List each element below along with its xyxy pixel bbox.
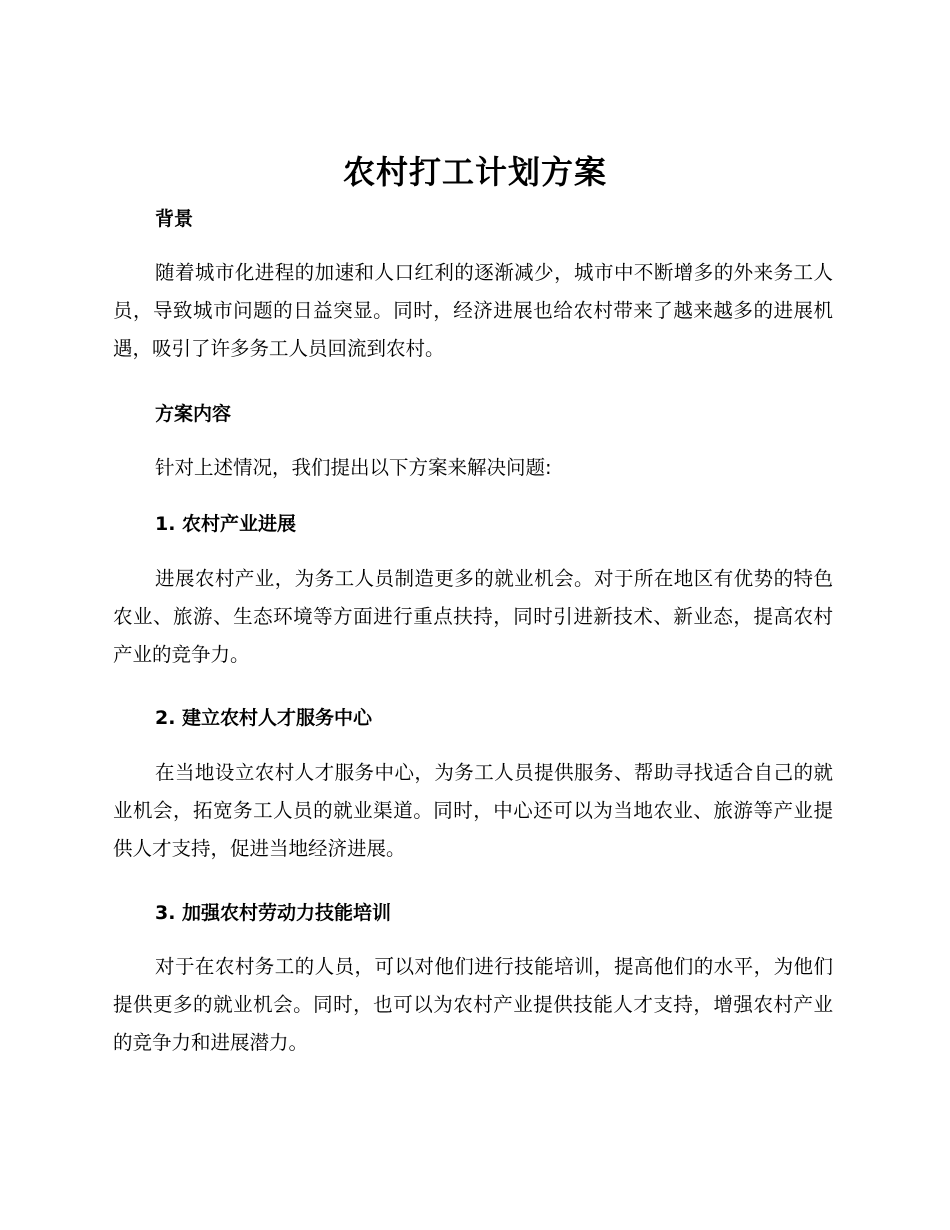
document-title: 农村打工计划方案	[342, 153, 607, 191]
paragraph-item-1: 进展农村产业，为务工人员制造更多的就业机会。对于所在地区有优势的特色农业、旅游、生态环境等方面进行重点扶持，同时引进新技术、新业态，提高农村产业的竞争力。	[113, 567, 833, 666]
item-heading-3: 3. 加强农村劳动力技能培训	[155, 902, 392, 924]
section-heading-plan: 方案内容	[155, 403, 232, 425]
paragraph-item-3: 对于在农村务工的人员，可以对他们进行技能培训，提高他们的水平，为他们提供更多的就业机会。同时，也可以为农村产业提供技能人才支持，增强农村产业的竞争力和进展潜力。	[113, 955, 833, 1054]
item-heading-1: 1. 农村产业进展	[155, 513, 297, 535]
paragraph-plan-intro: 针对上述情况，我们提出以下方案来解决问题:	[155, 456, 552, 479]
item-heading-2: 2. 建立农村人才服务中心	[155, 707, 373, 729]
section-heading-background: 背景	[155, 208, 194, 230]
paragraph-background: 随着城市化进程的加速和人口红利的逐渐减少，城市中不断增多的外来务工人员，导致城市问题的日益突显。同时，经济进展也给农村带来了越来越多的进展机遇，吸引了许多务工人员回流到农村。	[113, 261, 833, 360]
paragraph-item-2: 在当地设立农村人才服务中心，为务工人员提供服务、帮助寻找适合自己的就业机会，拓宽务工人员的就业渠道。同时，中心还可以为当地农业、旅游等产业提供人才支持，促进当地经济进展。	[113, 761, 833, 860]
